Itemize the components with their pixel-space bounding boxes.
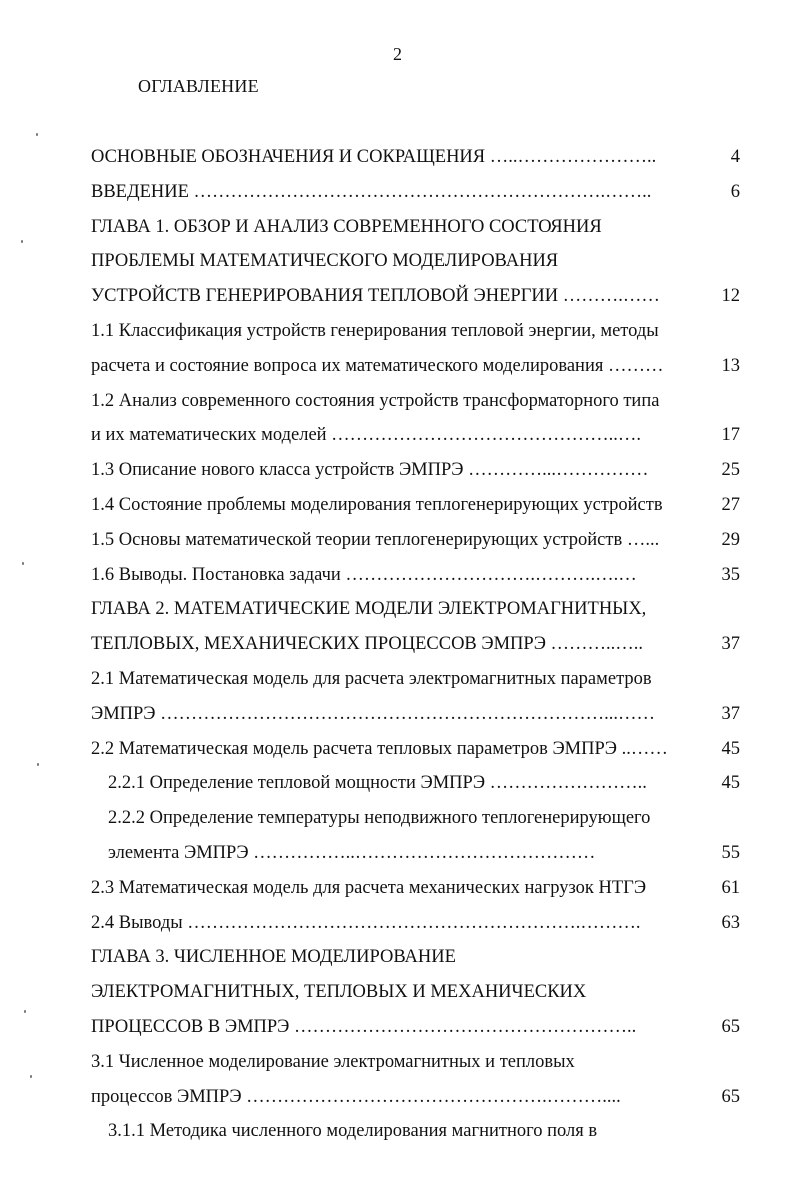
toc-heading: ОГЛАВЛЕНИЕ xyxy=(138,76,259,96)
toc-entry-title: элемента ЭМПРЭ ……………..………………………………… xyxy=(108,842,596,863)
toc-entry xyxy=(0,453,795,488)
scan-speck xyxy=(30,1075,32,1078)
toc-entry-title: ГЛАВА 2. МАТЕМАТИЧЕСКИЕ МОДЕЛИ ЭЛЕКТРОМАГНИТНЫХ, xyxy=(91,599,647,620)
toc-entry-page: 65 xyxy=(721,1016,740,1037)
toc-entry-title: 2.3 Математическая модель для расчета механических нагрузок НТГЭ xyxy=(91,877,647,898)
toc-entry-page: 65 xyxy=(721,1086,740,1107)
toc-entry xyxy=(0,244,795,279)
toc-entry-page: 35 xyxy=(721,564,740,585)
toc-entry-page: 45 xyxy=(721,738,740,759)
toc-entry-page: 13 xyxy=(721,355,740,376)
toc-entry-page: 25 xyxy=(721,460,740,481)
toc-entry-page: 37 xyxy=(721,703,740,724)
toc-entry-page: 55 xyxy=(721,842,740,863)
toc-entry xyxy=(0,384,795,419)
toc-entry-title: 1.6 Выводы. Постановка задачи ………………………….……….….… xyxy=(91,564,637,585)
toc-entry-title: ЭЛЕКТРОМАГНИТНЫХ, ТЕПЛОВЫХ И МЕХАНИЧЕСКИХ xyxy=(91,982,587,1003)
toc-entry xyxy=(0,210,795,245)
toc-entry-title: 1.5 Основы математической теории теплогенерирующих устройств …... xyxy=(91,529,660,550)
toc-entry xyxy=(0,418,795,453)
toc-entry xyxy=(0,1010,795,1045)
toc-entry-title: 2.4 Выводы ……………………………………………………….………. xyxy=(91,912,641,933)
toc-entry xyxy=(0,349,795,384)
toc-entry xyxy=(0,627,795,662)
toc-entry-page: 6 xyxy=(730,181,740,202)
scan-speck xyxy=(22,562,24,565)
toc-entry xyxy=(0,488,795,523)
scan-speck xyxy=(21,240,23,243)
toc-entry-title: 1.2 Анализ современного состояния устройств трансформаторного типа xyxy=(91,390,660,411)
toc-entry-title: 1.1 Классификация устройств генерирования тепловой энергии, методы xyxy=(91,320,659,341)
toc-entry-title: ГЛАВА 3. ЧИСЛЕННОЕ МОДЕЛИРОВАНИЕ xyxy=(91,947,456,968)
toc-entry xyxy=(0,766,795,801)
toc-entry-title: ПРОБЛЕМЫ МАТЕМАТИЧЕСКОГО МОДЕЛИРОВАНИЯ xyxy=(91,251,559,272)
toc-entry xyxy=(0,1080,795,1115)
toc-entry-page: 17 xyxy=(721,425,740,446)
toc-entry xyxy=(0,523,795,558)
toc-entry xyxy=(0,697,795,732)
toc-entry xyxy=(0,592,795,627)
toc-entry-page: 4 xyxy=(730,147,740,167)
toc-entry xyxy=(0,1045,795,1080)
toc-entry-title: 3.1.1 Методика численного моделирования магнитного поля в xyxy=(108,1121,598,1142)
toc-entry-page: 27 xyxy=(721,494,740,515)
toc-entry-title: УСТРОЙСТВ ГЕНЕРИРОВАНИЯ ТЕПЛОВОЙ ЭНЕРГИИ ……….…… xyxy=(91,286,660,307)
toc-entry-title: ТЕПЛОВЫХ, МЕХАНИЧЕСКИХ ПРОЦЕССОВ ЭМПРЭ ………..….. xyxy=(91,634,644,655)
toc-entry-page: 29 xyxy=(721,529,740,550)
toc-entry xyxy=(0,314,795,349)
toc-entry-title: 2.1 Математическая модель для расчета электромагнитных параметров xyxy=(91,668,652,689)
toc-entry-title: ПРОЦЕССОВ В ЭМПРЭ ……………………………………………….. xyxy=(91,1016,637,1037)
toc-entry xyxy=(0,871,795,906)
toc-entry-title: ГЛАВА 1. ОБЗОР И АНАЛИЗ СОВРЕМЕННОГО СОСТОЯНИЯ xyxy=(91,216,602,237)
toc-entry-title: 2.2.2 Определение температуры неподвижного теплогенерирующего xyxy=(108,808,651,829)
table-of-contents xyxy=(0,140,795,1149)
toc-entry-title: и их математических моделей ………………………………………..…. xyxy=(91,425,642,446)
toc-entry-title: ВВЕДЕНИЕ ………………………………………………………….…….. xyxy=(91,181,652,202)
toc-entry-title: расчета и состояние вопроса их математического моделирования ……… xyxy=(91,355,664,376)
toc-entry xyxy=(0,801,795,836)
toc-entry xyxy=(0,975,795,1010)
toc-entry xyxy=(0,558,795,593)
toc-entry xyxy=(0,906,795,941)
toc-entry-title: процессов ЭМПРЭ ………………………………………….……….... xyxy=(91,1086,621,1107)
toc-entry-page: 12 xyxy=(721,286,740,307)
toc-entry xyxy=(0,662,795,697)
toc-entry xyxy=(0,940,795,975)
toc-entry xyxy=(0,175,795,210)
toc-entry-page: 45 xyxy=(721,773,740,794)
scan-speck xyxy=(36,133,38,136)
toc-entry-title: 3.1 Численное моделирование электромагнитных и тепловых xyxy=(91,1051,575,1072)
toc-entry-title: 1.4 Состояние проблемы моделирования теплогенерирующих устройств xyxy=(91,494,663,515)
toc-entry-page: 37 xyxy=(721,634,740,655)
toc-entry-title: ОСНОВНЫЕ ОБОЗНАЧЕНИЯ И СОКРАЩЕНИЯ …..………………….. xyxy=(91,147,657,167)
toc-entry-title: 2.2.1 Определение тепловой мощности ЭМПРЭ …………………….. xyxy=(108,773,647,794)
scan-speck xyxy=(24,1010,26,1013)
toc-entry-page: 63 xyxy=(721,912,740,933)
toc-entry xyxy=(0,836,795,871)
toc-entry-title: 1.3 Описание нового класса устройств ЭМПРЭ …………...…………… xyxy=(91,460,649,481)
toc-entry xyxy=(0,732,795,767)
toc-entry-title: ЭМПРЭ ………………………………………………………………...…… xyxy=(91,703,656,724)
page-number: 2 xyxy=(393,44,402,64)
toc-entry xyxy=(0,140,795,175)
toc-entry xyxy=(0,279,795,314)
toc-entry-title: 2.2 Математическая модель расчета тепловых параметров ЭМПРЭ ..…… xyxy=(91,738,668,759)
scan-speck xyxy=(37,763,39,766)
toc-entry-page: 61 xyxy=(721,877,740,898)
toc-entry xyxy=(0,1114,795,1149)
